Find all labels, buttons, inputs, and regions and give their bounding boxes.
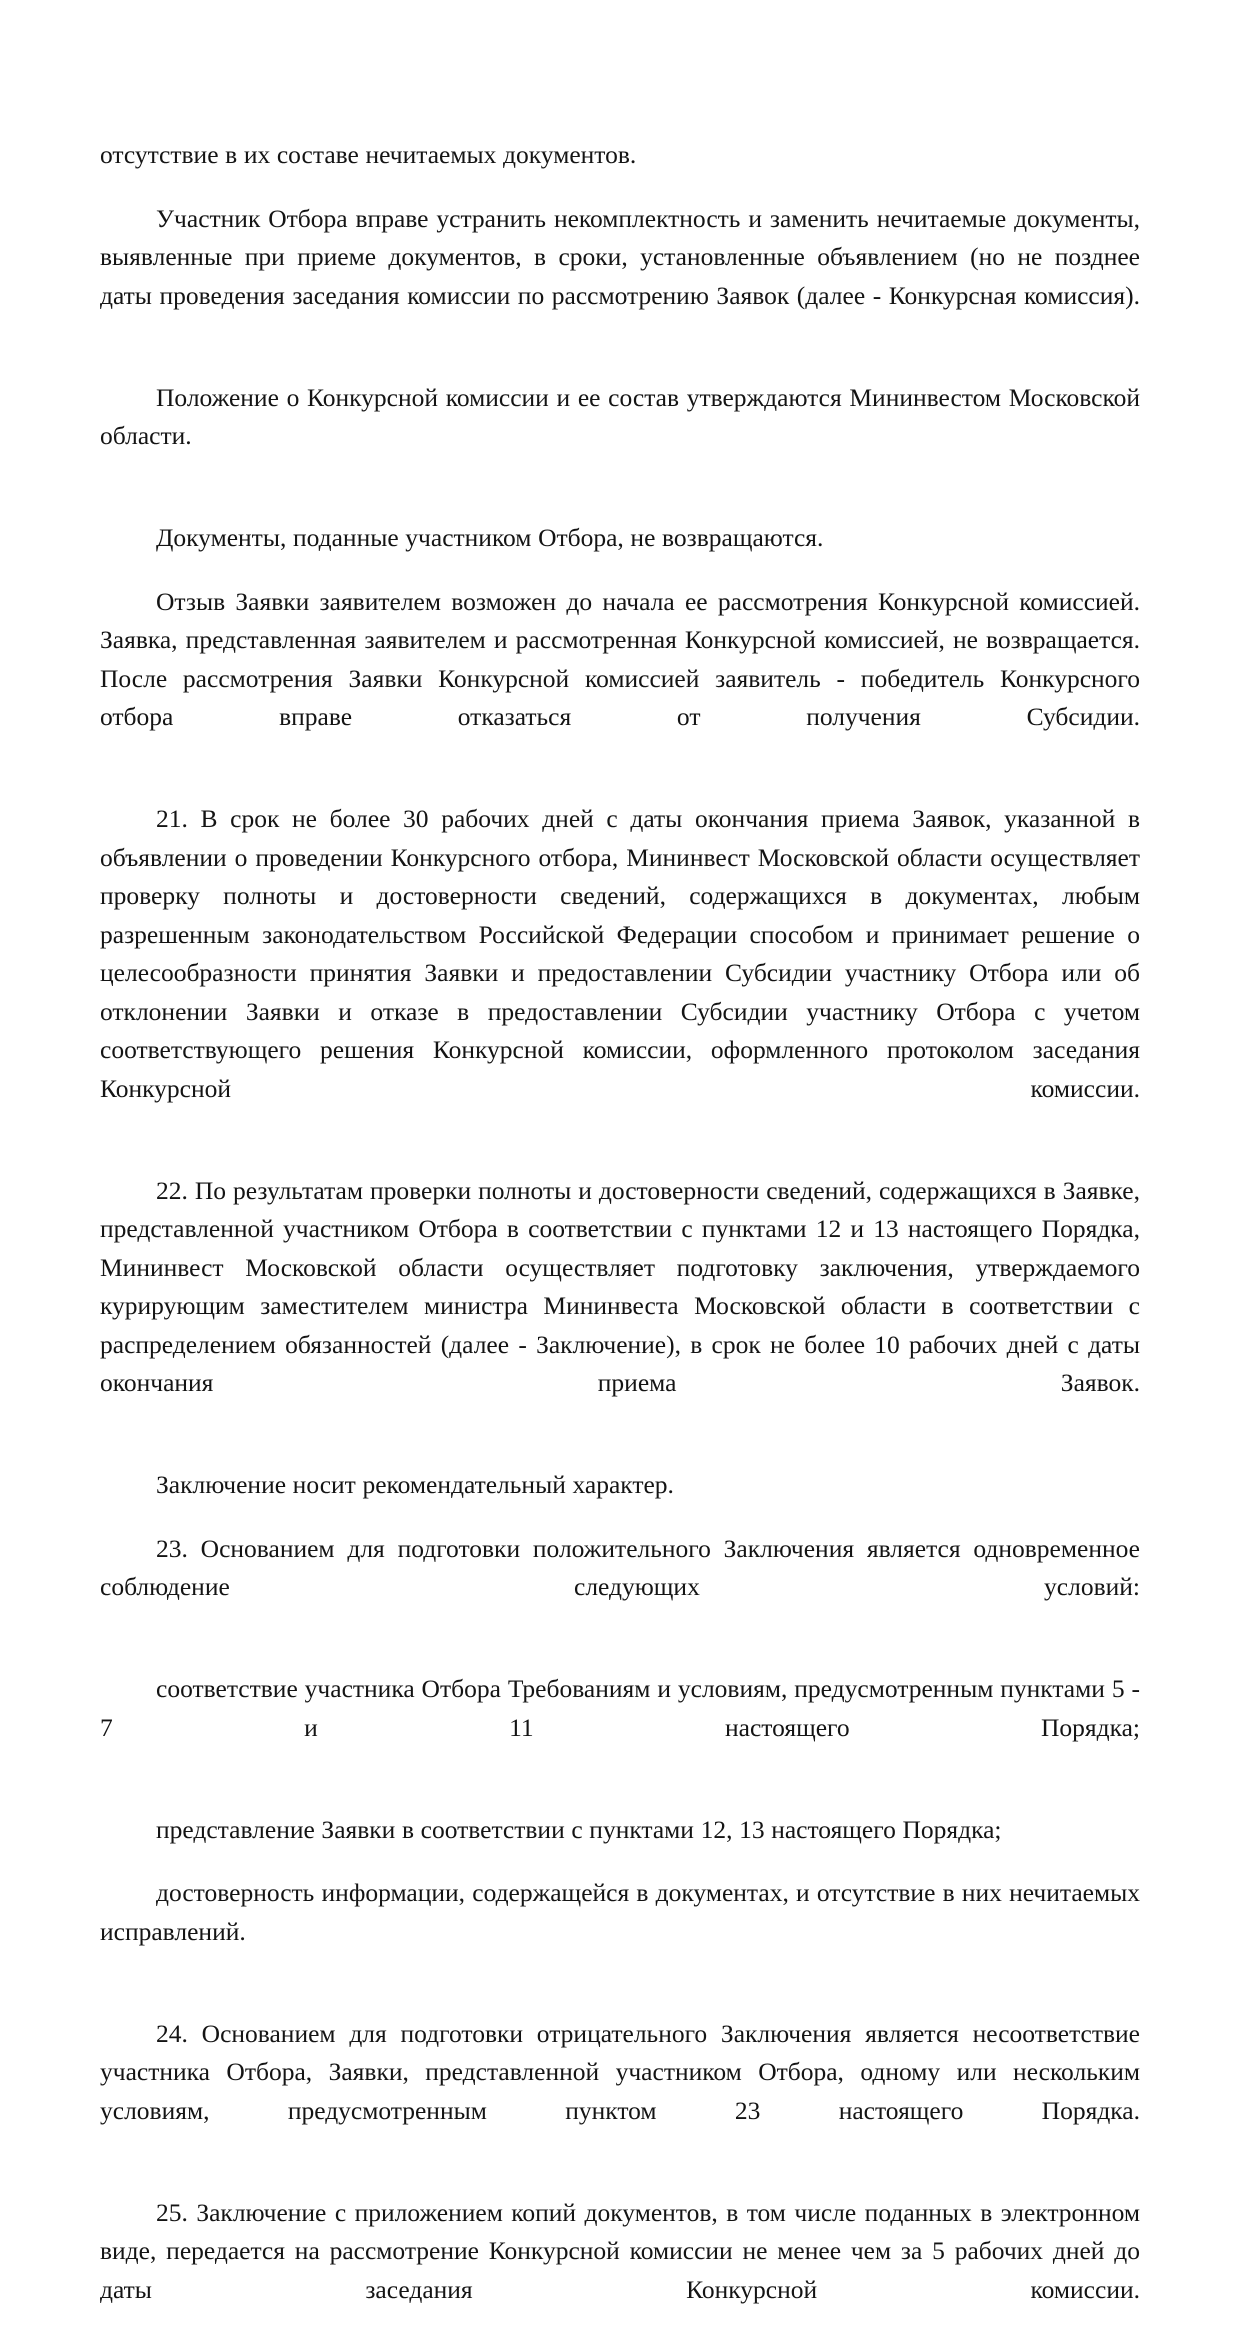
paragraph-21: 21. В срок не более 30 рабочих дней с даты окончания приема Заявок, указанной в объявлении о проведении Конкурсного отбора, Мининвест Московской области осуществляет проверку полноты и достоверности сведений, содержащихся в документах, любым разрешенным законодательством Российской Федерации способом и принимает решение о целесообразности принятия Заявки и предоставлении Субсидии участнику Отбора или об отклонении Заявки и отказе в предоставлении Субсидии участнику Отбора с учетом соответствующего решения Конкурсной комиссии, оформленного протоколом заседания Конкурсной комиссии.: [100, 804, 1140, 1103]
paragraph-23-condition-3: достоверность информации, содержащейся в документах, и отсутствие в них нечитаемых исправлений.: [100, 1878, 1140, 1946]
paragraph-intro-unreadable-docs: отсутствие в их составе нечитаемых документов.: [100, 140, 637, 169]
paragraph-participant-may-fix: Участник Отбора вправе устранить некомплектность и заменить нечитаемые документы, выявленные при приеме документов, в сроки, установленные объявлением (но не позднее даты проведения заседания комиссии по рассмотрению Заявок (далее - Конкурсная комиссия).: [100, 203, 1140, 310]
paragraph-commission-regulation: Положение о Конкурсной комиссии и ее состав утверждаются Мининвестом Московской области.: [100, 382, 1140, 450]
paragraph-23-condition-1: соответствие участника Отбора Требованиям и условиям, предусмотренным пунктами 5 - 7 и 11 настоящего Порядка;: [100, 1674, 1140, 1742]
paragraph-24: 24. Основанием для подготовки отрицательного Заключения является несоответствие участника Отбора, Заявки, представленной участником Отбора, одному или нескольким условиям, предусмотренным пунктом 23 настоящего Порядка.: [100, 2018, 1140, 2125]
paragraph-conclusion-advisory: Заключение носит рекомендательный характер.: [156, 1470, 674, 1499]
paragraph-application-withdrawal: Отзыв Заявки заявителем возможен до начала ее рассмотрения Конкурсной комиссией. Заявка, представленная заявителем и рассмотренная Конкурсной комиссией, не возвращается. После рассмотрения Заявки Конкурсной комиссией заявитель - победитель Конкурсного отбора вправе отказаться от получения Субсидии.: [100, 586, 1140, 731]
paragraph-23: 23. Основанием для подготовки положительного Заключения является одновременное соблюдение следующих условий:: [100, 1533, 1140, 1601]
paragraph-23-condition-2: представление Заявки в соответствии с пунктами 12, 13 настоящего Порядка;: [156, 1814, 1002, 1844]
paragraph-25: 25. Заключение с приложением копий документов, в том числе поданных в электронном виде, передается на рассмотрение Конкурсной комиссии не менее чем за 5 рабочих дней до даты заседания Конкурсной комиссии.: [100, 2197, 1140, 2304]
paragraph-22: 22. По результатам проверки полноты и достоверности сведений, содержащихся в Заявке, представленной участником Отбора в соответствии с пунктами 12 и 13 настоящего Порядка, Мининвест Московской области осуществляет подготовку заключения, утверждаемого курирующим заместителем министра Мининвеста Московской области в соответствии с распределением обязанностей (далее - Заключение), в срок не более 10 рабочих дней с даты окончания приема Заявок.: [100, 1175, 1140, 1397]
paragraph-documents-not-returned: Документы, поданные участником Отбора, не возвращаются.: [156, 523, 824, 552]
document-body: [100, 136, 1140, 2348]
